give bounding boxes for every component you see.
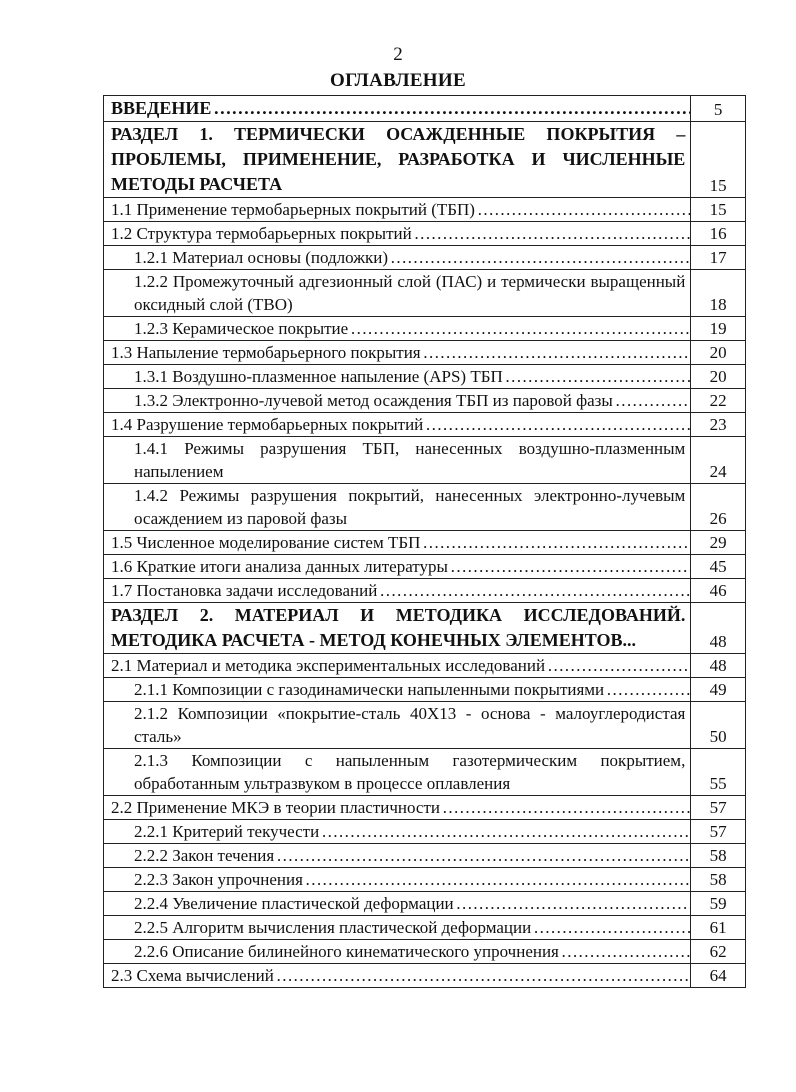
toc-page-number: 15 (709, 200, 727, 219)
toc-page-number: 58 (709, 846, 727, 865)
toc-page-number: 45 (709, 557, 727, 576)
toc-entry-cell (104, 868, 691, 892)
toc-page-cell (691, 317, 746, 341)
toc-page-cell (691, 579, 746, 603)
toc-entry-cell (104, 702, 691, 749)
toc-page-number: 26 (709, 509, 727, 528)
toc-page-number: 16 (709, 224, 727, 243)
toc-entry-cell (104, 413, 691, 437)
toc-entry-text: 1.3.2 Электронно-лучевой метод осаждения ТБП из паровой фазы ………………………………………………………………………………………………………… (104, 389, 690, 412)
toc-page-cell (691, 270, 746, 317)
toc-entry-text: 2.2.6 Описание билинейного кинематического упрочнения ………………………………………………………………………………………………………… (104, 940, 690, 963)
toc-entry-text: 2.2.1 Критерий текучести ………………………………………………………………………………………………………… (104, 820, 690, 843)
toc-page-cell (691, 437, 746, 484)
toc-entry-text: 1.1 Применение термобарьерных покрытий (ТБП) ………………………………………………………………………………………………………… (104, 198, 690, 221)
toc-entry-text: 2.2.3 Закон упрочнения ………………………………………………………………………………………………………… (104, 868, 690, 891)
toc-page-cell (691, 749, 746, 796)
toc-row (104, 940, 746, 964)
toc-page-cell (691, 964, 746, 988)
toc-page-number: 15 (709, 176, 727, 195)
toc-page-number: 5 (713, 100, 723, 119)
toc-row (104, 844, 746, 868)
toc-page-number: 48 (709, 656, 727, 675)
toc-entry-cell (104, 531, 691, 555)
toc-entry-text: 2.1.2 Композиции «покрытие-сталь 40Х13 - основа - малоуглеродистая сталь» (134, 704, 686, 746)
toc-entry-text: 1.4.1 Режимы разрушения ТБП, нанесенных воздушно-плазменным напылением (134, 439, 686, 481)
toc-entry-cell (104, 198, 691, 222)
toc-page-cell (691, 246, 746, 270)
toc-page-number: 46 (709, 581, 727, 600)
toc-entry-text: 1.3 Напыление термобарьерного покрытия ………………………………………………………………………………………………………… (104, 341, 690, 364)
toc-entry-text: 1.7 Постановка задачи исследований ………………………………………………………………………………………………………… (104, 579, 690, 602)
toc-page-number: 61 (709, 918, 727, 937)
toc-row (104, 916, 746, 940)
toc-row (104, 555, 746, 579)
toc-entry-cell (104, 796, 691, 820)
toc-row (104, 892, 746, 916)
toc-page-cell (691, 96, 746, 122)
toc-page-cell (691, 389, 746, 413)
toc-entry-text: 2.1.3 Композиции с напыленным газотермическим покрытием, обработанным ультразвуком в процессе оплавления (134, 751, 686, 793)
toc-row (104, 868, 746, 892)
toc-page-number: 62 (709, 942, 727, 961)
toc-page-number: 57 (709, 798, 727, 817)
toc-page-cell (691, 940, 746, 964)
toc-row (104, 246, 746, 270)
toc-page-cell (691, 654, 746, 678)
toc-entry-cell (104, 270, 691, 317)
toc-page-cell (691, 555, 746, 579)
toc-page-cell (691, 222, 746, 246)
toc-title: ОГЛАВЛЕНИЕ (330, 70, 466, 91)
toc-entry-text: 1.2 Структура термобарьерных покрытий ………………………………………………………………………………………………………… (104, 222, 690, 245)
toc-entry-cell (104, 317, 691, 341)
toc-page-number: 17 (709, 248, 727, 267)
toc-entry-cell (104, 555, 691, 579)
toc-entry-cell (104, 678, 691, 702)
toc-page-cell (691, 365, 746, 389)
toc-page-number: 49 (709, 680, 727, 699)
toc-entry-text: 1.4.2 Режимы разрушения покрытий, нанесенных электронно-лучевым осаждением из паровой фазы (134, 486, 686, 528)
toc-entry-cell (104, 484, 691, 531)
toc-page-cell (691, 198, 746, 222)
toc-entry-cell (104, 246, 691, 270)
toc-entry-cell (104, 964, 691, 988)
toc-row (104, 531, 746, 555)
toc-page-number: 24 (709, 462, 727, 481)
toc-page-number: 23 (709, 415, 727, 434)
toc-page-number: 64 (709, 966, 727, 985)
toc-page-cell (691, 844, 746, 868)
toc-entry-cell (104, 820, 691, 844)
toc-page-number: 57 (709, 822, 727, 841)
toc-page-number: 59 (709, 894, 727, 913)
toc-entry-text: 1.2.2 Промежуточный адгезионный слой (ПАС) и термически выращенный оксидный слой (ТВО) (134, 272, 686, 314)
toc-row (104, 198, 746, 222)
toc-page-cell (691, 341, 746, 365)
toc-entry-text: РАЗДЕЛ 2. МАТЕРИАЛ И МЕТОДИКА ИССЛЕДОВАНИЙ. МЕТОДИКА РАСЧЕТА - МЕТОД КОНЕЧНЫХ ЭЛЕМЕНТОВ... (111, 605, 686, 650)
toc-entry-text: 1.6 Краткие итоги анализа данных литературы ………………………………………………………………………………………………………… (104, 555, 690, 578)
toc-page-number: 50 (709, 727, 727, 746)
toc-entry-cell (104, 389, 691, 413)
toc-page-number: 48 (709, 632, 727, 651)
toc-row (104, 749, 746, 796)
toc-row (104, 964, 746, 988)
toc-row (104, 122, 746, 198)
toc-entry-cell (104, 940, 691, 964)
toc-row (104, 579, 746, 603)
toc-entry-text: 2.3 Схема вычислений ………………………………………………………………………………………………………… (104, 964, 690, 987)
toc-row (104, 222, 746, 246)
toc-entry-cell (104, 749, 691, 796)
toc-table (103, 95, 746, 988)
toc-page-number: 19 (709, 319, 727, 338)
toc-entry-text: 2.1.1 Композиции с газодинамически напыленными покрытиями ………………………………………………………………………………………………………… (104, 678, 690, 701)
toc-row (104, 603, 746, 654)
toc-page-cell (691, 603, 746, 654)
toc-row (104, 96, 746, 122)
toc-page-number: 55 (709, 774, 727, 793)
toc-page-cell (691, 484, 746, 531)
toc-entry-cell (104, 579, 691, 603)
toc-entry-cell (104, 916, 691, 940)
toc-page-cell (691, 916, 746, 940)
toc-row (104, 317, 746, 341)
page-number: 2 (393, 44, 403, 65)
toc-row (104, 270, 746, 317)
toc-entry-cell (104, 844, 691, 868)
toc-entry-text: 2.2.5 Алгоритм вычисления пластической деформации ………………………………………………………………………………………………………… (104, 916, 690, 939)
toc-page-cell (691, 122, 746, 198)
toc-row (104, 796, 746, 820)
toc-page-cell (691, 702, 746, 749)
toc-entry-text: 2.1 Материал и методика экспериментальных исследований ………………………………………………………………………………………………………… (104, 654, 690, 677)
toc-entry-text: 2.2 Применение МКЭ в теории пластичности ………………………………………………………………………………………………………… (104, 796, 690, 819)
toc-entry-text: 1.5 Численное моделирование систем ТБП ………………………………………………………………………………………………………… (104, 531, 690, 554)
toc-page-cell (691, 892, 746, 916)
toc-entry-text: ВВЕДЕНИЕ ………………………………………………………………………………………………………… (104, 96, 690, 121)
toc-page-cell (691, 796, 746, 820)
toc-entry-text: РАЗДЕЛ 1. ТЕРМИЧЕСКИ ОСАЖДЕННЫЕ ПОКРЫТИЯ – ПРОБЛЕМЫ, ПРИМЕНЕНИЕ, РАЗРАБОТКА И ЧИСЛЕННЫЕ МЕТОДЫ РАСЧЕТА (111, 124, 686, 194)
toc-entry-text: 1.2.3 Керамическое покрытие ………………………………………………………………………………………………………… (104, 317, 690, 340)
toc-page-number: 20 (709, 343, 727, 362)
toc-entry-text: 2.2.4 Увеличение пластической деформации ………………………………………………………………………………………………………… (104, 892, 690, 915)
toc-page-cell (691, 820, 746, 844)
toc-row (104, 437, 746, 484)
toc-row (104, 484, 746, 531)
toc-body (104, 96, 746, 988)
toc-page-number: 29 (709, 533, 727, 552)
toc-entry-cell (104, 341, 691, 365)
toc-page-cell (691, 868, 746, 892)
toc-entry-cell (104, 96, 691, 122)
toc-row (104, 702, 746, 749)
toc-row (104, 413, 746, 437)
toc-row (104, 820, 746, 844)
toc-entry-text: 1.3.1 Воздушно-плазменное напыление (APS) ТБП ………………………………………………………………………………………………………… (104, 365, 690, 388)
toc-row (104, 678, 746, 702)
toc-page-cell (691, 531, 746, 555)
toc-entry-cell (104, 222, 691, 246)
toc-page-cell (691, 413, 746, 437)
toc-entry-cell (104, 892, 691, 916)
toc-page-number: 20 (709, 367, 727, 386)
toc-page-number: 22 (709, 391, 727, 410)
toc-page-cell (691, 678, 746, 702)
toc-entry-cell (104, 654, 691, 678)
toc-entry-cell (104, 437, 691, 484)
toc-entry-text: 1.4 Разрушение термобарьерных покрытий ………………………………………………………………………………………………………… (104, 413, 690, 436)
toc-page-number: 18 (709, 295, 727, 314)
toc-row (104, 365, 746, 389)
toc-row (104, 654, 746, 678)
toc-entry-cell (104, 365, 691, 389)
toc-row (104, 341, 746, 365)
toc-entry-cell (104, 603, 691, 654)
toc-entry-cell (104, 122, 691, 198)
toc-row (104, 389, 746, 413)
toc-entry-text: 1.2.1 Материал основы (подложки) ………………………………………………………………………………………………………… (104, 246, 690, 269)
toc-page-number: 58 (709, 870, 727, 889)
toc-entry-text: 2.2.2 Закон течения ………………………………………………………………………………………………………… (104, 844, 690, 867)
